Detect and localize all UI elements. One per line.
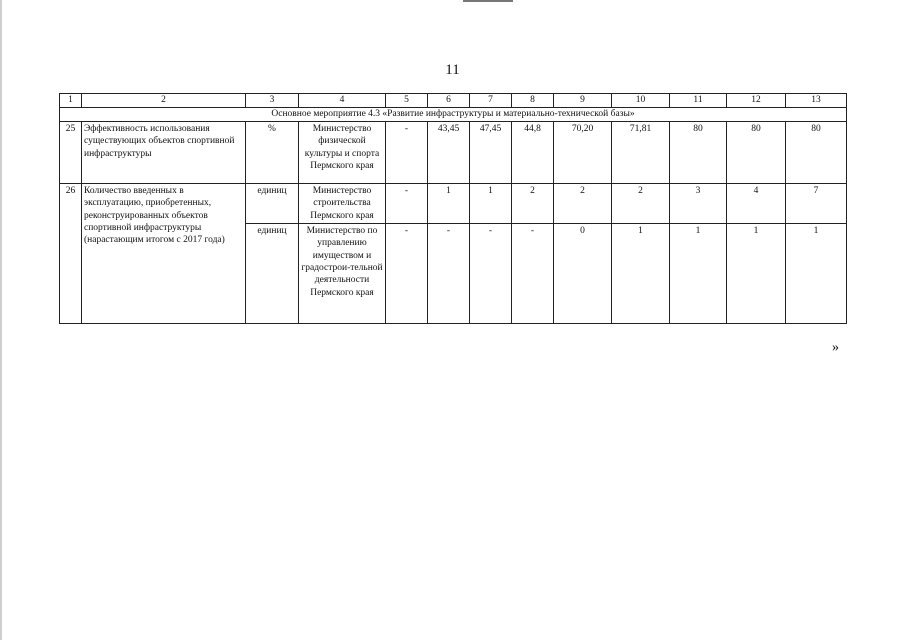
page-left-edge [0, 0, 2, 640]
unit-cell: единиц [246, 224, 299, 324]
value-cell: 1 [670, 224, 727, 324]
value-cell: 2 [512, 184, 554, 224]
closing-quote-mark: » [832, 340, 839, 355]
value-cell: - [512, 224, 554, 324]
row-number: 25 [60, 122, 82, 184]
value-cell: - [386, 122, 428, 184]
value-cell: 80 [786, 122, 847, 184]
value-cell: - [386, 184, 428, 224]
value-cell: - [386, 224, 428, 324]
value-cell: 1 [612, 224, 670, 324]
column-header: 7 [470, 94, 512, 108]
unit-cell: % [246, 122, 299, 184]
value-cell: 1 [428, 184, 470, 224]
value-cell: 80 [670, 122, 727, 184]
value-cell: 44,8 [512, 122, 554, 184]
value-cell: 1 [786, 224, 847, 324]
table-row-26 [60, 184, 847, 224]
scan-mark [463, 0, 513, 2]
column-header: 11 [670, 94, 727, 108]
value-cell: 0 [554, 224, 612, 324]
executor-cell: Министерство физической культуры и спорта Пермского края [299, 122, 386, 184]
column-header: 12 [727, 94, 786, 108]
section-title: Основное мероприятие 4.3 «Развитие инфраструктуры и материально-технической базы» [60, 108, 847, 122]
column-header: 4 [299, 94, 386, 108]
column-header: 8 [512, 94, 554, 108]
executor-cell: Министерство строительства Пермского края [299, 184, 386, 224]
column-header: 13 [786, 94, 847, 108]
indicator-name: Эффективность использования существующих объектов спортивной инфраструктуры [82, 122, 246, 184]
value-cell: 2 [554, 184, 612, 224]
column-header: 3 [246, 94, 299, 108]
column-header: 9 [554, 94, 612, 108]
value-cell: 70,20 [554, 122, 612, 184]
table-row-25 [60, 122, 847, 184]
column-header: 6 [428, 94, 470, 108]
value-cell: 4 [727, 184, 786, 224]
column-header: 1 [60, 94, 82, 108]
column-header: 2 [82, 94, 246, 108]
value-cell: - [470, 224, 512, 324]
table-header-row [60, 94, 847, 108]
value-cell: 71,81 [612, 122, 670, 184]
page-number: 11 [445, 62, 460, 78]
value-cell: 80 [727, 122, 786, 184]
value-cell: 47,45 [470, 122, 512, 184]
value-cell: 43,45 [428, 122, 470, 184]
value-cell: 7 [786, 184, 847, 224]
value-cell: 1 [470, 184, 512, 224]
column-header: 10 [612, 94, 670, 108]
indicators-table [59, 93, 847, 324]
value-cell: - [428, 224, 470, 324]
value-cell: 2 [612, 184, 670, 224]
executor-cell: Министерство по управлению имуществом и градострои-тельной деятельности Пермского края [299, 224, 386, 324]
value-cell: 3 [670, 184, 727, 224]
indicator-name: Количество введенных в эксплуатацию, приобретенных, реконструированных объектов спортивной инфраструктуры (нарастающим итогом с 2017 года) [82, 184, 246, 324]
column-header: 5 [386, 94, 428, 108]
unit-cell: единиц [246, 184, 299, 224]
value-cell: 1 [727, 224, 786, 324]
section-row [60, 108, 847, 122]
row-number: 26 [60, 184, 82, 324]
